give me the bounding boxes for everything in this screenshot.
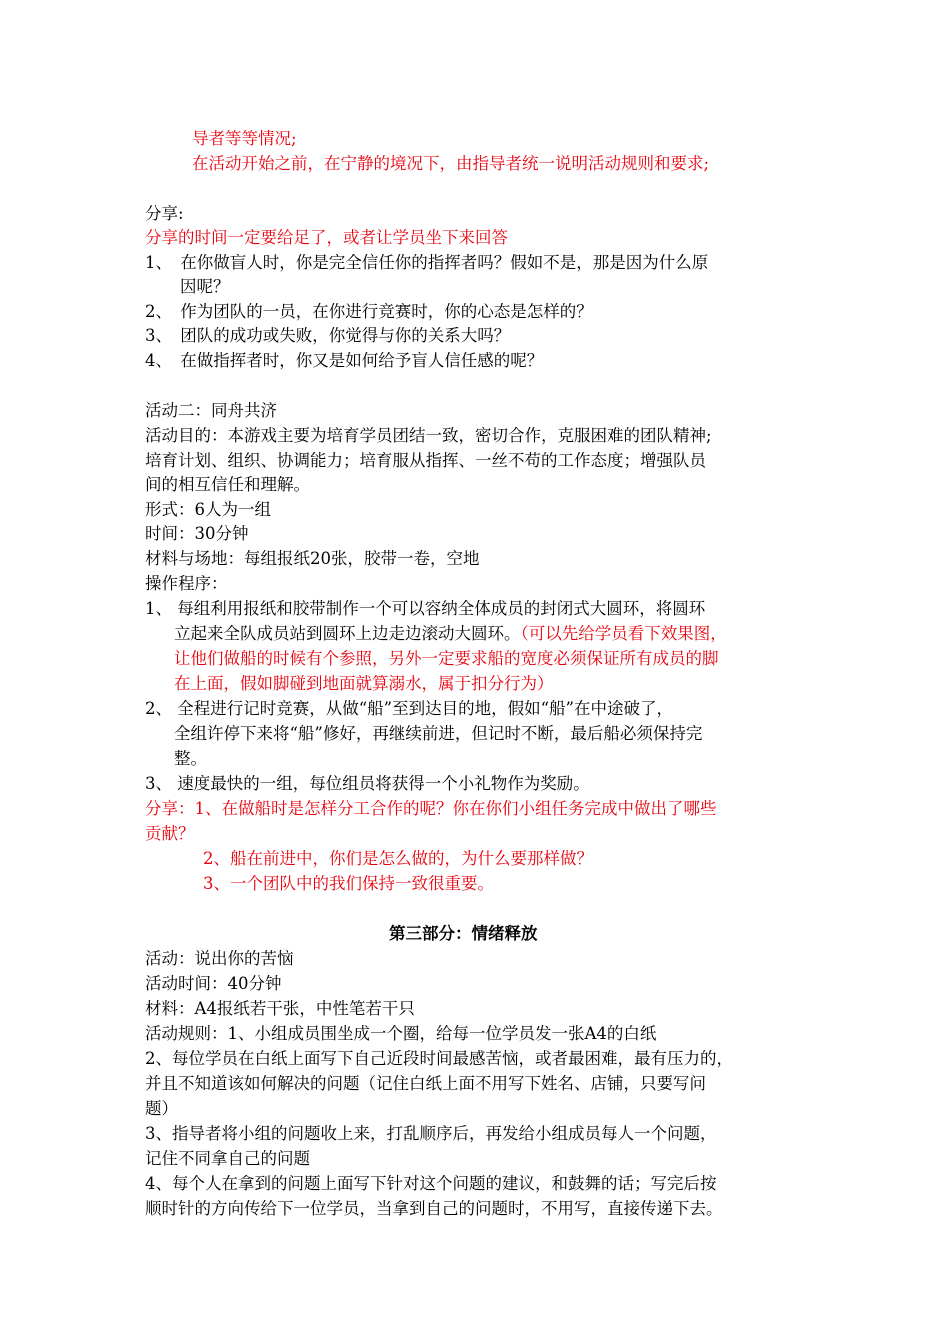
text-line: 导者等等情况; <box>192 129 297 148</box>
note-text: 3、一个团队中的我们保持一致很重要。 <box>203 874 494 893</box>
text-line: 2、每位学员在白纸上面写下自己近段时间最感苦恼，或者最困难，最有压力的， <box>145 1049 733 1068</box>
text-line: 顺时针的方向传给下一位学员，当拿到自己的问题时，不用写，直接传递下去。 <box>145 1199 723 1218</box>
text-line: 间的相互信任和理解。 <box>145 475 310 494</box>
text-line: 活动时间：40分钟 <box>145 974 282 993</box>
text-line: 操作程序： <box>145 574 228 593</box>
text-line: 活动规则：1、小组成员围坐成一个圈，给每一位学员发一张A4的白纸 <box>145 1024 657 1043</box>
list-item-continuation: 因呢？ <box>180 277 230 296</box>
list-item: 1、 在你做盲人时，你是完全信任你的指挥者吗？假如不是，那是因为什么原 <box>145 253 709 272</box>
text-line: 在活动开始之前，在宁静的境况下，由指导者统一说明活动规则和要求; <box>192 154 710 173</box>
text-line: 活动：说出你的苦恼 <box>145 949 294 968</box>
list-item: 2、 作为团队的一员，在你进行竞赛时，你的心态是怎样的？ <box>145 302 593 321</box>
list-item: 3、 团队的成功或失败，你觉得与你的关系大吗？ <box>145 326 511 345</box>
text-line: 题） <box>145 1099 178 1118</box>
text-line: 材料：A4报纸若干张，中性笔若干只 <box>145 999 415 1018</box>
text-line: 材料与场地：每组报纸20张，胶带一卷，空地 <box>145 549 480 568</box>
text-line: 活动目的：本游戏主要为培育学员团结一致，密切合作，克服困难的团队精神; <box>145 426 712 445</box>
text-line: 分享的时间一定要给足了，或者让学员坐下来回答 <box>145 228 508 247</box>
list-item-continuation: 全组许停下来将“船”修好，再继续前进，但记时不断，最后船必须保持完 <box>174 724 703 743</box>
section-heading: 活动二：同舟共济 <box>145 401 277 420</box>
text-line: 形式：6人为一组 <box>145 500 271 519</box>
note-text: 让他们做船的时候有个参照，另外一定要求船的宽度必须保证所有成员的脚 <box>174 649 719 668</box>
list-item: 2、 全程进行记时竞赛，从做“船”至到达目的地，假如“船”在中途破了， <box>145 699 673 718</box>
text-line: 记住不同拿自己的问题 <box>145 1149 310 1168</box>
section-heading: 分享: <box>145 204 184 223</box>
list-item: 3、 速度最快的一组，每位组员将获得一个小礼物作为奖励。 <box>145 774 590 793</box>
list-item: 1、 每组利用报纸和胶带制作一个可以容纳全体成员的封闭式大圆环，将圆环 <box>145 599 706 618</box>
text-line: 并且不知道该如何解决的问题（记住白纸上面不用写下姓名、店铺，只要写问 <box>145 1074 706 1093</box>
note-text: （可以先给学员看下效果图， <box>520 624 727 643</box>
text-line: 时间：30分钟 <box>145 524 249 543</box>
text-line: 培育计划、组织、协调能力；培育服从指挥、一丝不苟的工作态度；增强队员 <box>145 451 706 470</box>
text-line: 3、指导者将小组的问题收上来，打乱顺序后，再发给小组成员每人一个问题， <box>145 1124 717 1143</box>
note-text: 在上面，假如脚碰到地面就算溺水，属于扣分行为） <box>174 674 554 693</box>
note-text: 2、船在前进中，你们是怎么做的，为什么要那样做？ <box>203 849 593 868</box>
note-text: 贡献？ <box>145 824 195 843</box>
text-line: 立起来全队成员站到圆环上边走边滚动大圆环。 <box>174 624 521 643</box>
list-item: 4、 在做指挥者时，你又是如何给予盲人信任感的呢？ <box>145 351 544 370</box>
text-line: 4、每个人在拿到的问题上面写下针对这个问题的建议，和鼓舞的话；写完后按 <box>145 1174 717 1193</box>
part-title: 第三部分：情绪释放 <box>389 924 538 943</box>
list-item-continuation: 整。 <box>174 749 207 768</box>
note-text: 分享：1、在做船时是怎样分工合作的呢？你在你们小组任务完成中做出了哪些 <box>145 799 717 818</box>
list-item-continuation <box>174 622 727 646</box>
